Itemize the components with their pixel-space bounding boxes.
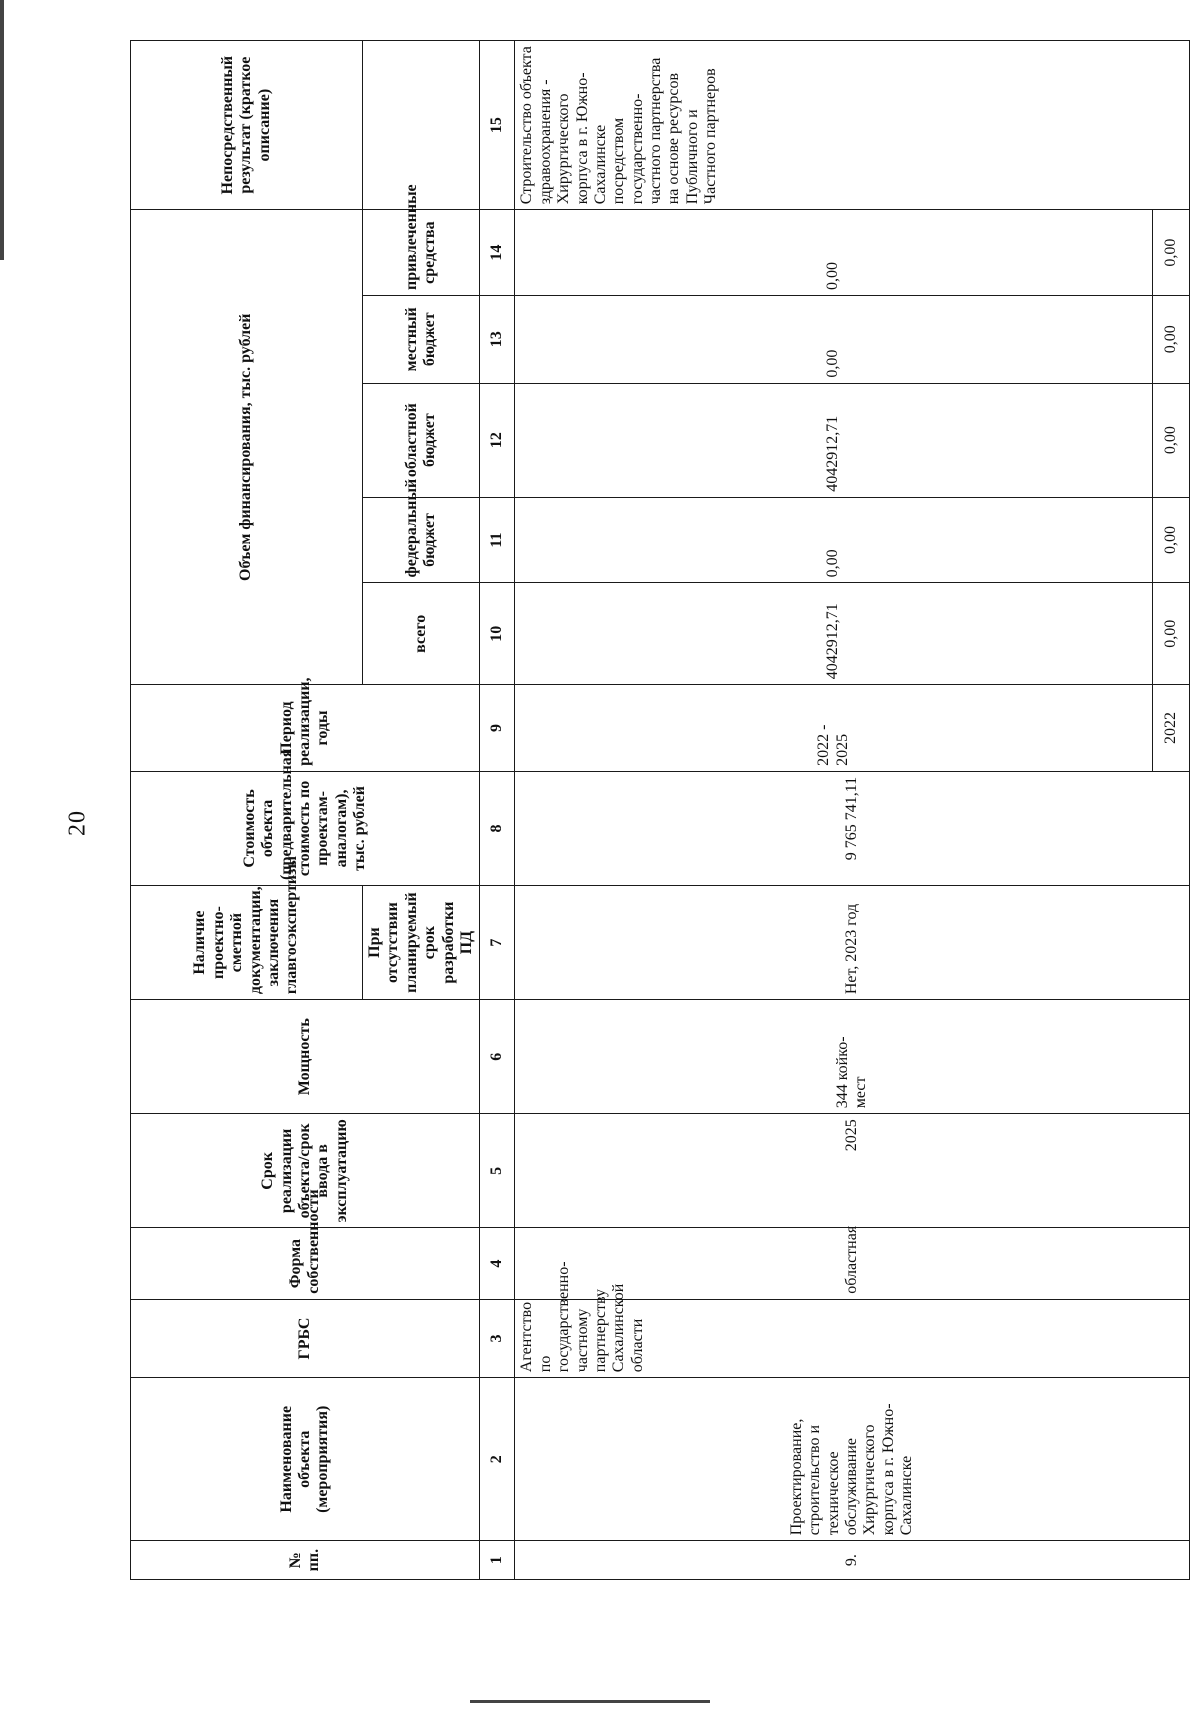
row-design-doc: Нет, 2023 год bbox=[515, 886, 1190, 1000]
header-cost: Стоимость объекта (предварительная стоимость по проектам-аналогам), тыс. рублей bbox=[131, 771, 480, 885]
header-design-doc: Наличие проектно-сметной документации, заключения главгосэкспертизы bbox=[131, 886, 363, 1000]
row-local: 0,00 bbox=[515, 295, 1153, 383]
row-regional: 4042912,71 bbox=[515, 383, 1153, 497]
row-capacity: 344 койко-мест bbox=[515, 1000, 1190, 1114]
row-period: 2022 - 2025 bbox=[515, 685, 1153, 772]
subrow-federal: 0,00 bbox=[1153, 497, 1190, 583]
header-funding-group: Объем финансирования, тыс. рублей bbox=[131, 210, 363, 685]
row-total: 4042912,71 bbox=[515, 583, 1153, 685]
column-number: 15 bbox=[480, 41, 515, 210]
table-row bbox=[515, 41, 1153, 1580]
header-name: Наименование объекта (мероприятия) bbox=[131, 1378, 480, 1541]
header-period: Период реализации, годы bbox=[131, 685, 480, 772]
column-number: 11 bbox=[480, 497, 515, 583]
header-regional: областной бюджет bbox=[363, 383, 480, 497]
header-term: Срок реализации объекта/срок ввода в эксплуатацию bbox=[131, 1114, 480, 1228]
header-grbs: ГРБС bbox=[131, 1299, 480, 1377]
column-number: 5 bbox=[480, 1114, 515, 1228]
row-result: Строительство объекта здравоохранения - Хирургического корпуса в г. Южно-Сахалинске посредством государственно-частного партнерства на основе ресурсов Публичного и Частного партнеров bbox=[515, 41, 1190, 210]
header-result: Непосредственный результат (краткое описание) bbox=[131, 41, 363, 210]
page-number: 20 bbox=[64, 810, 91, 836]
row-attracted: 0,00 bbox=[515, 210, 1153, 296]
column-number: 7 bbox=[480, 886, 515, 1000]
column-number-row bbox=[480, 41, 515, 1580]
scan-edge-mark bbox=[470, 1700, 710, 1703]
column-number: 4 bbox=[480, 1228, 515, 1299]
row-grbs: Агентство по государственно-частному партнерству Сахалинской области bbox=[515, 1299, 1190, 1377]
subrow-regional: 0,00 bbox=[1153, 383, 1190, 497]
header-design-term: При отсутствии планируемый срок разработки ПД bbox=[363, 886, 480, 1000]
row-name: Проектирование, строительство и техническое обслуживание Хирургического корпуса в г. Южно-Сахалинске bbox=[515, 1378, 1190, 1541]
header-federal: федеральный бюджет bbox=[363, 497, 480, 583]
column-number: 13 bbox=[480, 295, 515, 383]
subrow-period: 2022 bbox=[1153, 685, 1190, 772]
header-total: всего bbox=[363, 583, 480, 685]
header-ownership: Форма собственности bbox=[131, 1228, 480, 1299]
rotated-table-wrapper bbox=[130, 40, 1190, 1580]
row-federal: 0,00 bbox=[515, 497, 1153, 583]
scan-edge-mark bbox=[0, 0, 4, 260]
subrow-local: 0,00 bbox=[1153, 295, 1190, 383]
subrow-attracted: 0,00 bbox=[1153, 210, 1190, 296]
subrow-total: 0,00 bbox=[1153, 583, 1190, 685]
row-term: 2025 bbox=[515, 1114, 1190, 1228]
header-capacity: Мощность bbox=[131, 1000, 480, 1114]
column-number: 6 bbox=[480, 1000, 515, 1114]
column-number: 12 bbox=[480, 383, 515, 497]
header-num: № пп. bbox=[131, 1541, 480, 1580]
column-number: 14 bbox=[480, 210, 515, 296]
header-local: местный бюджет bbox=[363, 295, 480, 383]
row-ownership: областная bbox=[515, 1228, 1190, 1299]
column-number: 8 bbox=[480, 771, 515, 885]
column-number: 1 bbox=[480, 1541, 515, 1580]
row-num: 9. bbox=[515, 1541, 1190, 1580]
column-number: 9 bbox=[480, 685, 515, 772]
investment-table bbox=[130, 40, 1190, 1580]
header-attracted: привлеченные средства bbox=[363, 210, 480, 296]
column-number: 3 bbox=[480, 1299, 515, 1377]
column-number: 10 bbox=[480, 583, 515, 685]
row-cost: 9 765 741,11 bbox=[515, 771, 1190, 885]
column-number: 2 bbox=[480, 1378, 515, 1541]
header-result-empty bbox=[363, 41, 480, 210]
